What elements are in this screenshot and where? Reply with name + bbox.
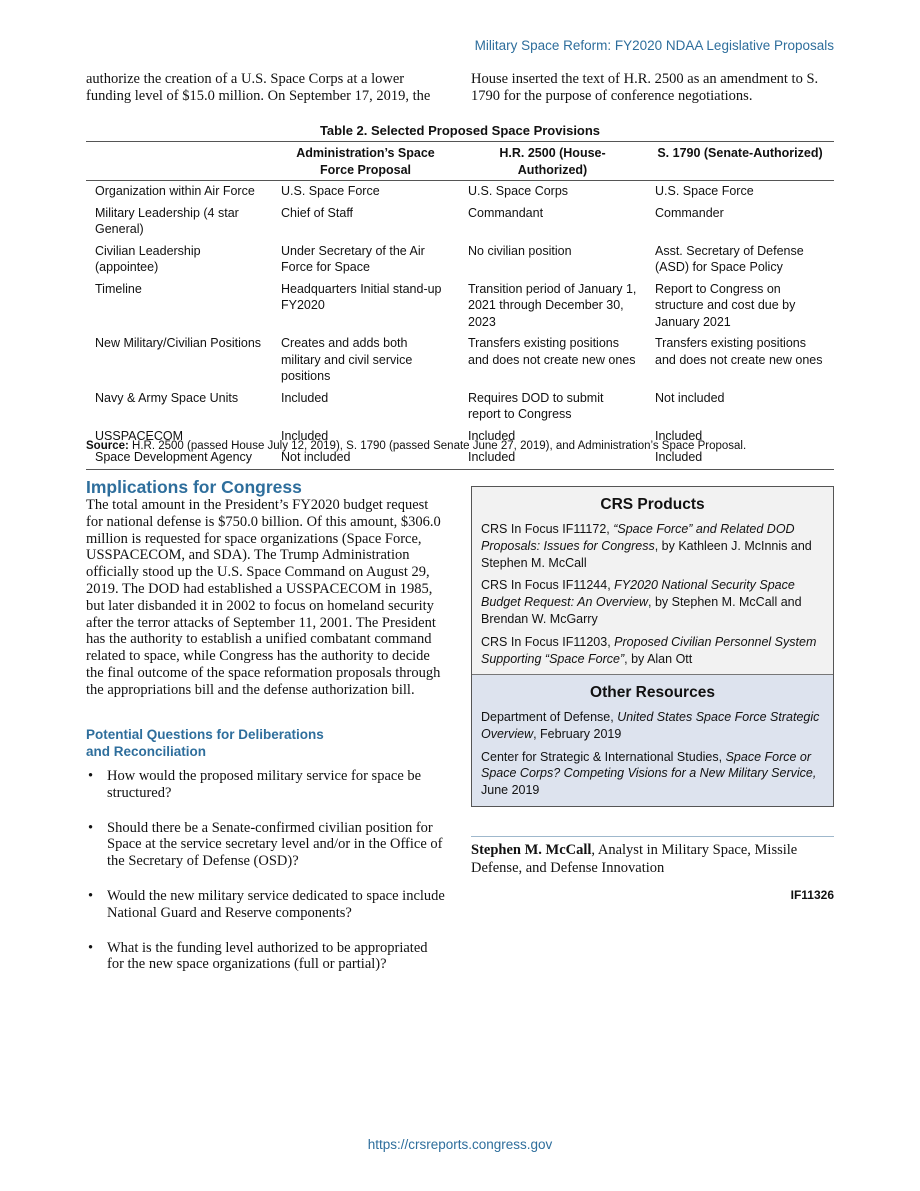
item-prefix: Department of Defense,	[481, 710, 618, 724]
table-cell: Included	[459, 447, 646, 469]
table-cell: USSPACECOM	[95, 428, 183, 443]
table-cell: Space Development Agency	[86, 447, 272, 469]
crs-product-item	[481, 634, 823, 668]
provisions-table	[86, 141, 834, 470]
table-header-cell: S. 1790 (Senate-Authorized)	[646, 142, 834, 181]
table-cell: Commander	[655, 205, 724, 220]
table-header-cell: H.R. 2500 (House-Authorized)	[459, 142, 646, 181]
bullet-icon: •	[88, 887, 94, 904]
question-text: How would the proposed military service for space be structured?	[107, 768, 422, 801]
list-item	[86, 820, 448, 870]
list-item	[86, 888, 448, 922]
item-prefix: CRS In Focus IF11244,	[481, 578, 615, 593]
list-item	[86, 940, 448, 974]
table-cell: Not included	[272, 447, 459, 469]
crs-products-section	[472, 487, 833, 675]
other-resources-heading: Other Resources	[590, 684, 715, 701]
table-source-note	[86, 440, 834, 452]
item-title: “Space Force” and Related DOD Proposals: Issues for Congress	[481, 522, 795, 553]
author-credit	[471, 842, 834, 877]
implications-paragraph: The total amount in the President’s FY2020 budget request for national defense is $750.0 billion. Of this amount, $306.0 million is requested for space organizations (Space Force, USSPACECOM, and SDA). The Trump Administration officially stood up the U.S. Space Command on August 29, 2019. The DOD had established a USSPACECOM in 1985, but later disbanded it in 2002 to focus on homeland security after the terror attacks of September 11, 2001. The President has the authority to establish a unified combatant command related to space, while Congress has the authority to decide the final outcome of the space reformation proposals through the appropriations bill and the defense authorization bill.	[86, 497, 441, 698]
table-cell: Creates and adds both military and civil service positions	[281, 336, 413, 383]
item-prefix: CRS In Focus IF11172,	[481, 522, 614, 536]
table-cell: U.S. Space Corps	[468, 184, 569, 198]
table-header-row	[86, 142, 834, 181]
item-suffix: June 2019	[481, 783, 540, 798]
other-resource-item	[481, 709, 823, 743]
table-cell: U.S. Space Force	[281, 184, 380, 198]
running-header: Military Space Reform: FY2020 NDAA Legislative Proposals	[474, 38, 834, 53]
other-resources-section	[472, 675, 833, 806]
item-suffix: , by Stephen M. McCall and Brendan W. McGarry	[481, 595, 802, 626]
question-text: Should there be a Senate-confirmed civilian position for Space at the service secretary level and/or in the Office of the Secretary of Defense (OSD)?	[107, 819, 443, 870]
table-cell: Included	[655, 428, 703, 443]
item-title: Space Force or Space Corps? Competing Visions for a New Military Service,	[481, 749, 817, 781]
questions-heading-line-1: Potential Questions for Deliberations	[86, 727, 324, 742]
table-cell: Included	[281, 428, 329, 443]
other-resource-item	[481, 749, 823, 799]
questions-list	[86, 768, 448, 991]
item-title: United States Space Force Strategic Overview	[481, 710, 820, 741]
list-item	[86, 768, 448, 802]
bullet-icon: •	[88, 768, 94, 784]
crs-products-heading: CRS Products	[600, 496, 705, 513]
intro-text-right: House inserted the text of H.R. 2500 as an amendment to S. 1790 for the purpose of conference negotiations.	[471, 71, 819, 104]
table-cell: No civilian position	[468, 243, 572, 258]
table-row	[86, 241, 834, 279]
table-cell: Headquarters Initial stand-up FY2020	[281, 281, 442, 312]
crs-product-item	[481, 521, 823, 571]
table-row	[86, 279, 834, 334]
source-label: Source:	[86, 440, 129, 452]
question-text: What is the funding level authorized to be appropriated for the new space organizations (full or partial)?	[107, 939, 428, 973]
item-prefix: Center for Strategic & International Studies,	[481, 749, 726, 764]
table-cell: Included	[281, 390, 329, 405]
table-cell: Navy & Army Space Units	[95, 390, 239, 405]
table-cell: Report to Congress on structure and cost due by January 2021	[655, 281, 796, 329]
table-cell: Civilian Leadership (appointee)	[95, 243, 201, 274]
table-cell: Transition period of January 1, 2021 through December 30, 2023	[468, 281, 637, 329]
section-heading-implications: Implications for Congress	[86, 477, 302, 497]
item-title: FY2020 National Security Space Budget Request: An Overview	[481, 578, 795, 610]
table-cell: Commandant	[468, 205, 544, 220]
author-divider	[471, 836, 834, 837]
table-cell: Under Secretary of the Air Force for Space	[281, 243, 425, 274]
item-suffix: , by Alan Ott	[624, 651, 693, 666]
item-suffix: , February 2019	[533, 726, 622, 741]
item-suffix: , by Kathleen J. McInnis and Stephen M. McCall	[481, 538, 812, 570]
bullet-icon: •	[88, 939, 94, 956]
table-row	[86, 333, 834, 388]
author-name: Stephen M. McCall	[471, 842, 592, 858]
table-title: Table 2. Selected Proposed Space Provisions	[319, 123, 601, 138]
table-cell: Timeline	[95, 281, 142, 296]
table-cell: Not included	[655, 390, 725, 405]
author-role: , Analyst in Military Space, Missile Defense, and Defense Innovation	[471, 842, 798, 876]
table-cell: Included	[468, 428, 516, 443]
table-cell: Chief of Staff	[281, 205, 354, 220]
table-cell: Transfers existing positions and does not create new ones	[468, 336, 636, 367]
source-text: H.R. 2500 (passed House July 12, 2019), S. 1790 (passed Senate June 27, 2019), and Administration’s Space Proposal.	[128, 440, 747, 452]
table-row	[86, 388, 834, 426]
table-cell: Included	[646, 447, 834, 469]
resources-sidebar-box	[471, 486, 834, 807]
table-row	[86, 203, 834, 241]
table-header-cell	[86, 142, 272, 181]
table-cell: New Military/Civilian Positions	[95, 336, 262, 350]
crs-product-item	[481, 577, 823, 627]
subsection-heading-questions	[86, 727, 386, 760]
table-row	[86, 181, 834, 203]
table-cell: Organization within Air Force	[95, 184, 255, 198]
question-text: Would the new military service dedicated to space include National Guard and Reserve components?	[107, 887, 445, 921]
bullet-icon: •	[88, 819, 94, 836]
table-cell: Requires DOD to submit report to Congress	[468, 390, 604, 421]
table-cell: Transfers existing positions and does not create new ones	[655, 336, 823, 367]
document-number: IF11326	[790, 888, 834, 902]
table-header-cell: Administration’s Space Force Proposal	[272, 142, 459, 181]
table-cell: Military Leadership (4 star General)	[95, 205, 239, 236]
intro-text-left: authorize the creation of a U.S. Space Corps at a lower funding level of $15.0 million. On September 17, 2019, the	[86, 71, 431, 104]
table-cell: U.S. Space Force	[655, 184, 754, 198]
table-cell: Asst. Secretary of Defense (ASD) for Space Policy	[655, 243, 804, 274]
questions-heading-line-2: and Reconciliation	[86, 743, 207, 759]
item-title: Proposed Civilian Personnel System Supporting “Space Force”	[481, 634, 817, 666]
item-prefix: CRS In Focus IF11203,	[481, 634, 615, 649]
footer-link[interactable]: https://crsreports.congress.gov	[367, 1137, 553, 1152]
